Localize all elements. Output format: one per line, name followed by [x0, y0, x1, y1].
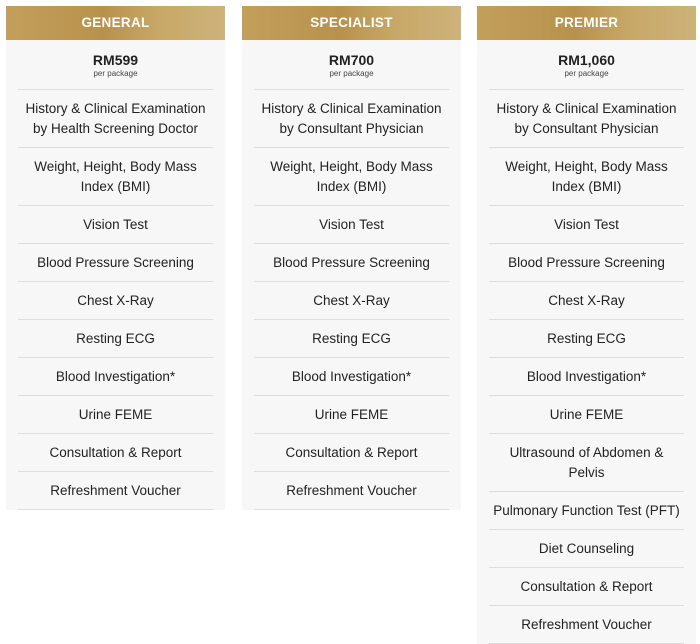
- price-cell: [18, 40, 213, 90]
- list-item: Weight, Height, Body Mass Index (BMI): [254, 148, 449, 206]
- list-item: Refreshment Voucher: [254, 472, 449, 510]
- list-item: History & Clinical Examination by Consultant Physician: [489, 90, 684, 148]
- list-item: Weight, Height, Body Mass Index (BMI): [18, 148, 213, 206]
- package-header-specialist: SPECIALIST: [242, 6, 461, 40]
- price-amount: RM700: [328, 51, 375, 68]
- list-item: Blood Pressure Screening: [18, 244, 213, 282]
- price-cell: [489, 40, 684, 90]
- list-item: Diet Counseling: [489, 530, 684, 568]
- list-item: Consultation & Report: [489, 568, 684, 606]
- price-amount: RM599: [92, 51, 139, 68]
- list-item: Consultation & Report: [18, 434, 213, 472]
- list-item: Blood Investigation*: [254, 358, 449, 396]
- package-column-specialist: [242, 6, 461, 510]
- package-column-general: [6, 6, 225, 510]
- package-header-premier: PREMIER: [477, 6, 696, 40]
- list-item: Resting ECG: [489, 320, 684, 358]
- list-item: Resting ECG: [254, 320, 449, 358]
- list-item: Resting ECG: [18, 320, 213, 358]
- package-column-premier: [477, 6, 696, 644]
- list-item: Urine FEME: [254, 396, 449, 434]
- list-item: Refreshment Voucher: [18, 472, 213, 510]
- package-body-specialist: [242, 40, 461, 510]
- package-body-premier: [477, 40, 696, 644]
- price-cell: [254, 40, 449, 90]
- price-amount: RM1,060: [558, 51, 615, 68]
- list-item: Chest X-Ray: [254, 282, 449, 320]
- list-item: Pulmonary Function Test (PFT): [489, 492, 684, 530]
- list-item: Vision Test: [489, 206, 684, 244]
- list-item: Chest X-Ray: [18, 282, 213, 320]
- list-item: Urine FEME: [489, 396, 684, 434]
- list-item: History & Clinical Examination by Health Screening Doctor: [18, 90, 213, 148]
- list-item: Blood Pressure Screening: [254, 244, 449, 282]
- list-item: Refreshment Voucher: [489, 606, 684, 644]
- package-body-general: [6, 40, 225, 510]
- list-item: Weight, Height, Body Mass Index (BMI): [489, 148, 684, 206]
- list-item: Urine FEME: [18, 396, 213, 434]
- list-item: Ultrasound of Abdomen & Pelvis: [489, 434, 684, 492]
- list-item: Blood Investigation*: [18, 358, 213, 396]
- package-header-general: GENERAL: [6, 6, 225, 40]
- list-item: History & Clinical Examination by Consultant Physician: [254, 90, 449, 148]
- list-item: Blood Pressure Screening: [489, 244, 684, 282]
- list-item: Chest X-Ray: [489, 282, 684, 320]
- price-note: per package: [93, 68, 138, 78]
- list-item: Blood Investigation*: [489, 358, 684, 396]
- list-item: Consultation & Report: [254, 434, 449, 472]
- list-item: Vision Test: [18, 206, 213, 244]
- price-note: per package: [329, 68, 374, 78]
- list-item: Vision Test: [254, 206, 449, 244]
- price-note: per package: [564, 68, 609, 78]
